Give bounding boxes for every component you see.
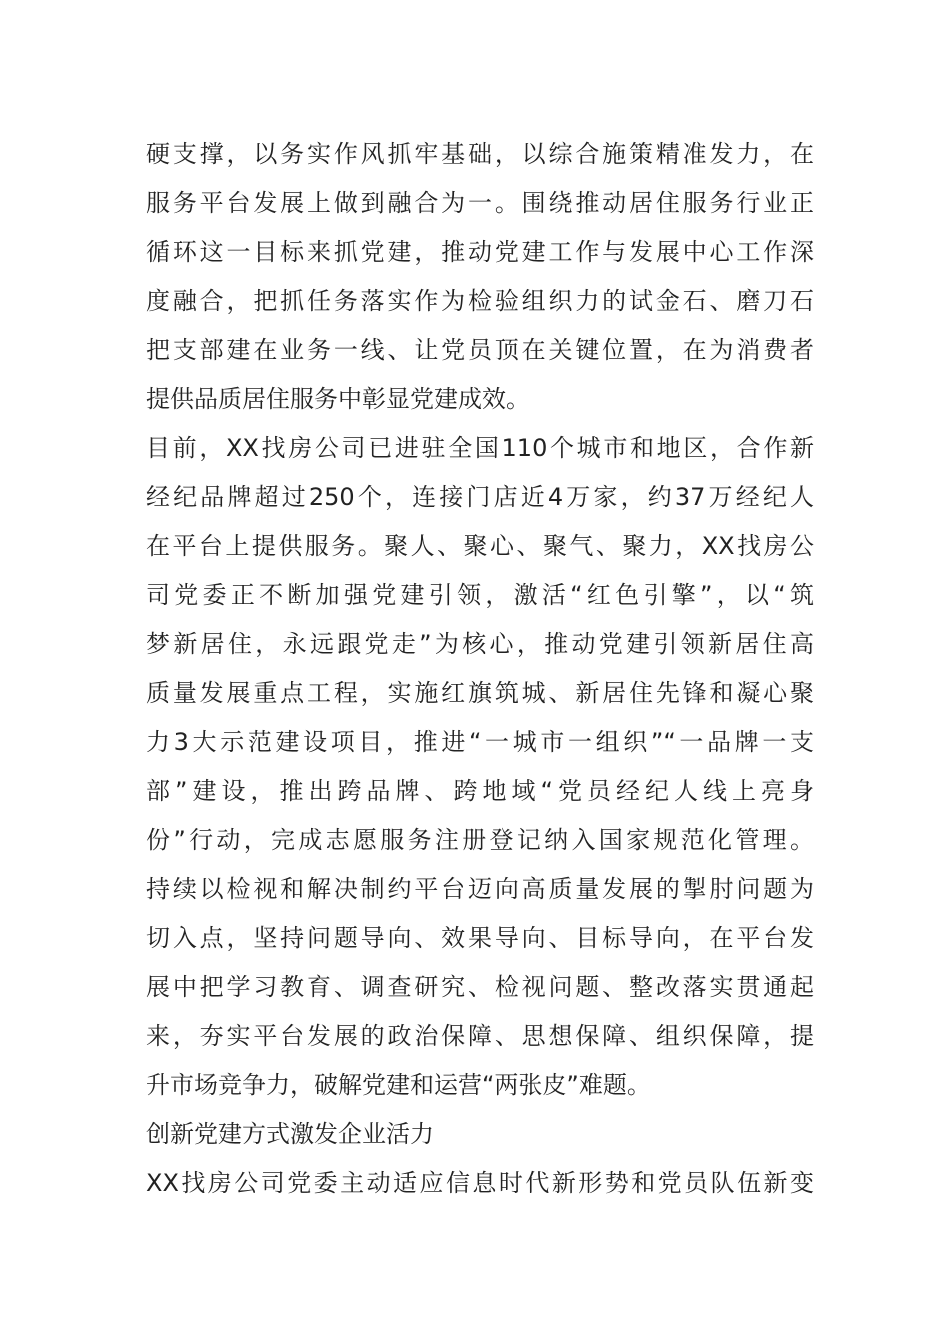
- text-line: 把支部建在业务一线、让党员顶在关键位置，在为消费者: [146, 336, 814, 364]
- text-line: 持续以检视和解决制约平台迈向高质量发展的掣肘问题为: [146, 875, 814, 903]
- section-heading: [146, 1110, 814, 1159]
- text-line: 服务平台发展上做到融合为一。围绕推动居住服务行业正: [146, 189, 814, 217]
- text-line: 循环这一目标来抓党建，推动党建工作与发展中心工作深: [146, 238, 814, 266]
- text-line: 司党委正不断加强党建引领，激活“红色引擎”，以“筑: [146, 581, 814, 609]
- paragraph-2: [146, 424, 814, 865]
- text-line: 经纪品牌超过250个，连接门店近4万家，约37万经纪人: [146, 483, 814, 511]
- text-line: 硬支撑，以务实作风抓牢基础，以综合施策精准发力，在: [146, 140, 814, 168]
- text-line: 力3大示范建设项目，推进“一城市一组织”“一品牌一支: [146, 728, 814, 756]
- document-body: [146, 130, 814, 1208]
- text-line: 展中把学习教育、调查研究、检视问题、整改落实贯通起: [146, 973, 814, 1001]
- paragraph-5: [146, 1159, 814, 1208]
- text-line: 部”建设，推出跨品牌、跨地域“党员经纪人线上亮身: [146, 777, 814, 805]
- text-line: 目前，XX找房公司已进驻全国110个城市和地区，合作新: [146, 434, 814, 462]
- section-heading-text: 创新党建方式激发企业活力: [146, 1120, 434, 1148]
- text-line: 度融合，把抓任务落实作为检验组织力的试金石、磨刀石: [146, 287, 814, 315]
- text-line: 升市场竞争力，破解党建和运营“两张皮”难题。: [146, 1071, 651, 1099]
- text-line: XX找房公司党委主动适应信息时代新形势和党员队伍新变: [146, 1169, 814, 1197]
- text-line: 质量发展重点工程，实施红旗筑城、新居住先锋和凝心聚: [146, 679, 814, 707]
- text-line: 提供品质居住服务中彰显党建成效。: [146, 385, 530, 413]
- paragraph-3: [146, 865, 814, 1110]
- text-line: 切入点，坚持问题导向、效果导向、目标导向，在平台发: [146, 924, 814, 952]
- text-line: 份”行动，完成志愿服务注册登记纳入国家规范化管理。: [146, 826, 814, 854]
- text-line: 梦新居住，永远跟党走”为核心，推动党建引领新居住高: [146, 630, 814, 658]
- text-line: 在平台上提供服务。聚人、聚心、聚气、聚力，XX找房公: [146, 532, 814, 560]
- paragraph-1: [146, 130, 814, 424]
- text-line: 来，夯实平台发展的政治保障、思想保障、组织保障，提: [146, 1022, 814, 1050]
